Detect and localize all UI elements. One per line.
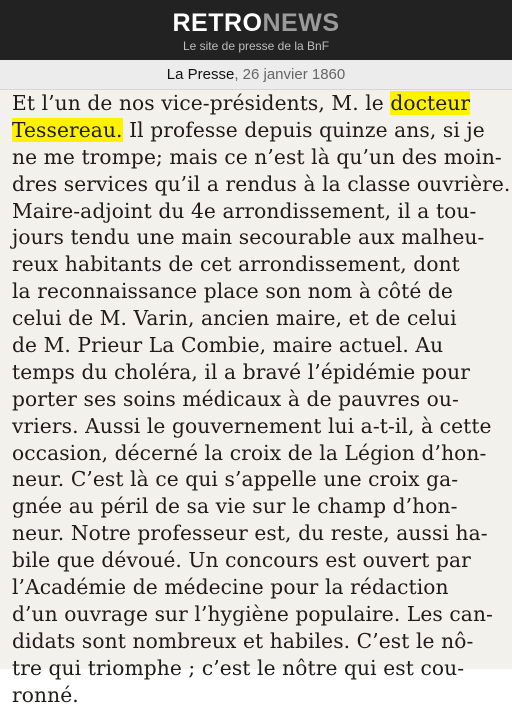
text-line: la reconnaissance place son nom à côté de <box>12 279 453 304</box>
source-bar <box>0 60 512 90</box>
text-line: d’un ouvrage sur l’hygiène populaire. Les can- <box>12 601 493 626</box>
scanned-page <box>0 90 512 707</box>
site-tagline: Le site de presse de la BnF <box>182 39 330 53</box>
publication-date-sep: , <box>234 66 243 83</box>
text-line: l’Académie de médecine pour la rédaction <box>12 575 449 600</box>
logo-retro: RETRO <box>172 9 263 37</box>
text-line: porter ses soins médicaux à de pauvres ou- <box>12 386 459 411</box>
text-line <box>12 90 502 117</box>
site-header <box>0 0 512 60</box>
text-line: vriers. Aussi le gouvernement lui a-t-il, à cette <box>12 413 492 438</box>
text-line: Maire-adjoint du 4e arrondissement, il a tou- <box>12 198 477 223</box>
publication-name[interactable]: La Presse <box>166 66 235 83</box>
text-line: bile que dévoué. Un concours est ouvert par <box>12 548 471 573</box>
text-line: dres services qu’il a rendus à la classe ouvrière. <box>12 171 511 196</box>
text-line: de M. Prieur La Combie, maire actuel. Au <box>12 333 444 358</box>
text-line: neur. C’est là ce qui s’appelle une croix ga- <box>12 467 459 492</box>
text-line <box>12 117 502 144</box>
article-text <box>12 90 511 708</box>
search-highlight: docteur <box>390 91 471 115</box>
text-line: gnée au péril de sa vie sur le champ d’hon- <box>12 494 458 519</box>
text-line: temps du choléra, il a bravé l’épidémie pour <box>12 359 470 384</box>
text-line: ne me trompe; mais ce n’est là qu’un des moin- <box>12 144 502 169</box>
retronews-logo[interactable] <box>0 9 512 37</box>
text-line: tre qui triomphe ; c’est le nôtre qui est cou- <box>12 655 465 680</box>
text-line: didats sont nombreux et habiles. C’est le nô- <box>12 628 474 653</box>
text-line: ronné. <box>12 682 79 707</box>
text-line: reux habitants de cet arrondissement, dont <box>12 252 460 277</box>
text-segment: Et l’un de nos vice-présidents, M. le <box>12 91 391 115</box>
text-line: neur. Notre professeur est, du reste, aussi ha- <box>12 521 488 546</box>
text-line: celui de M. Varin, ancien maire, et de celui <box>12 306 457 331</box>
text-segment: Il professe depuis quinze ans, si je <box>122 117 485 142</box>
text-line: occasion, décerné la croix de la Légion d’hon- <box>12 440 487 465</box>
logo-news: NEWS <box>262 9 340 37</box>
publication-date: 26 janvier 1860 <box>242 66 346 83</box>
text-line: jours tendu une main secourable aux malheu- <box>12 225 485 250</box>
search-highlight: Tessereau. <box>12 117 123 142</box>
